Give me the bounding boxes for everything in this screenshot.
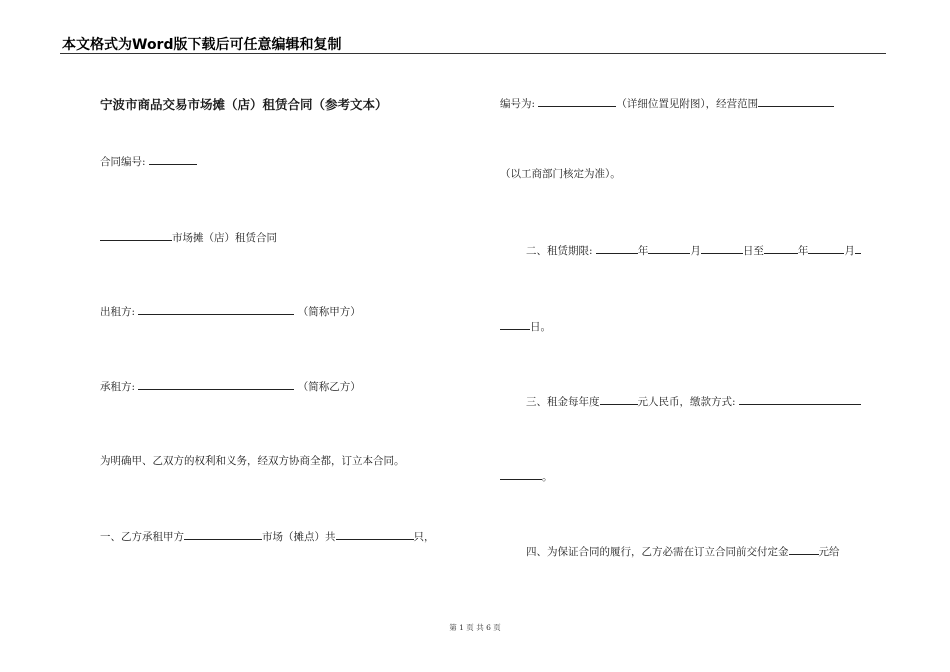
lessee-label: 承租方: bbox=[100, 381, 136, 393]
clause3-start: 三、租金每年度 bbox=[526, 396, 600, 408]
clause2-start-year-blank bbox=[596, 242, 638, 254]
clause3-end: 。 bbox=[542, 471, 553, 483]
clause4-start: 四、为保证合同的履行，乙方必需在订立合同前交付定金 bbox=[526, 546, 789, 558]
contract-number-label: 合同编号: bbox=[100, 156, 146, 168]
lessor-label: 出租方: bbox=[100, 306, 136, 318]
clause3-end-line bbox=[500, 468, 553, 484]
clause2-end-line bbox=[500, 318, 551, 334]
lessee-line bbox=[100, 378, 361, 394]
clause2-trailing-blank bbox=[855, 242, 861, 254]
contract-type-suffix: 市场摊（店）租赁合同 bbox=[172, 232, 277, 244]
clause1-line bbox=[100, 528, 435, 544]
clause2-label: 二、租赁期限: bbox=[526, 245, 593, 257]
lessee-blank bbox=[138, 378, 294, 390]
clause3-payment-blank bbox=[739, 393, 861, 405]
clause4-end: 元给 bbox=[818, 546, 840, 558]
clause1-count-blank bbox=[336, 528, 414, 540]
clause2-start-day-blank bbox=[701, 242, 743, 254]
clause2-month-1: 月 bbox=[690, 245, 701, 257]
stall-number-blank bbox=[538, 95, 616, 107]
clause2-end-day: 日。 bbox=[530, 321, 551, 333]
document-header-title: 本文格式为Word版下载后可任意编辑和复制 bbox=[62, 37, 342, 53]
scope-note-line: （以工商部门核定为准）。 bbox=[500, 168, 621, 180]
clause3-rent-blank bbox=[600, 393, 638, 405]
contract-number-blank bbox=[149, 153, 197, 165]
stall-number-line bbox=[500, 95, 834, 111]
clause3-line bbox=[526, 393, 861, 409]
clause1-start: 一、乙方承租甲方 bbox=[100, 531, 184, 543]
clause1-market: 市场（摊点）共 bbox=[262, 531, 336, 543]
location-note: （详细位置见附图），经营范围 bbox=[616, 98, 759, 110]
contract-title: 宁波市商品交易市场摊（店）租赁合同（参考文本） bbox=[100, 97, 388, 112]
contract-number-line bbox=[100, 153, 197, 169]
clause2-end-year-blank bbox=[764, 242, 798, 254]
clause2-year-2: 年 bbox=[797, 245, 809, 257]
clause1-lessor-blank bbox=[184, 528, 262, 540]
clause2-end-day-blank bbox=[500, 318, 530, 330]
clause1-unit: 只， bbox=[413, 531, 435, 543]
clause2-start-month-blank bbox=[648, 242, 690, 254]
stall-number-label: 编号为: bbox=[500, 98, 536, 110]
preamble-line: 为明确甲、乙双方的权利和义务，经双方协商全都，订立本合同。 bbox=[100, 455, 405, 467]
clause2-year-1: 年 bbox=[637, 245, 649, 257]
clause2-day-to: 日至 bbox=[742, 245, 764, 257]
clause3-mid: 元人民币，缴款方式: bbox=[637, 396, 736, 408]
clause2-month-2: 月 bbox=[844, 245, 855, 257]
header-divider bbox=[60, 53, 886, 54]
clause2-line bbox=[526, 242, 861, 258]
business-scope-blank bbox=[758, 95, 834, 107]
clause4-deposit-blank bbox=[789, 543, 819, 555]
lessee-alias: （简称乙方） bbox=[297, 381, 361, 393]
contract-type-line bbox=[100, 229, 277, 245]
clause4-line bbox=[526, 543, 840, 559]
contract-type-blank bbox=[100, 229, 172, 241]
clause3-payment-continued-blank bbox=[500, 468, 542, 480]
page-number-footer: 第 1 页 共 6 页 bbox=[449, 623, 501, 632]
lessor-alias: （简称甲方） bbox=[297, 306, 361, 318]
lessor-blank bbox=[138, 303, 294, 315]
lessor-line bbox=[100, 303, 361, 319]
clause2-end-month-blank bbox=[808, 242, 844, 254]
